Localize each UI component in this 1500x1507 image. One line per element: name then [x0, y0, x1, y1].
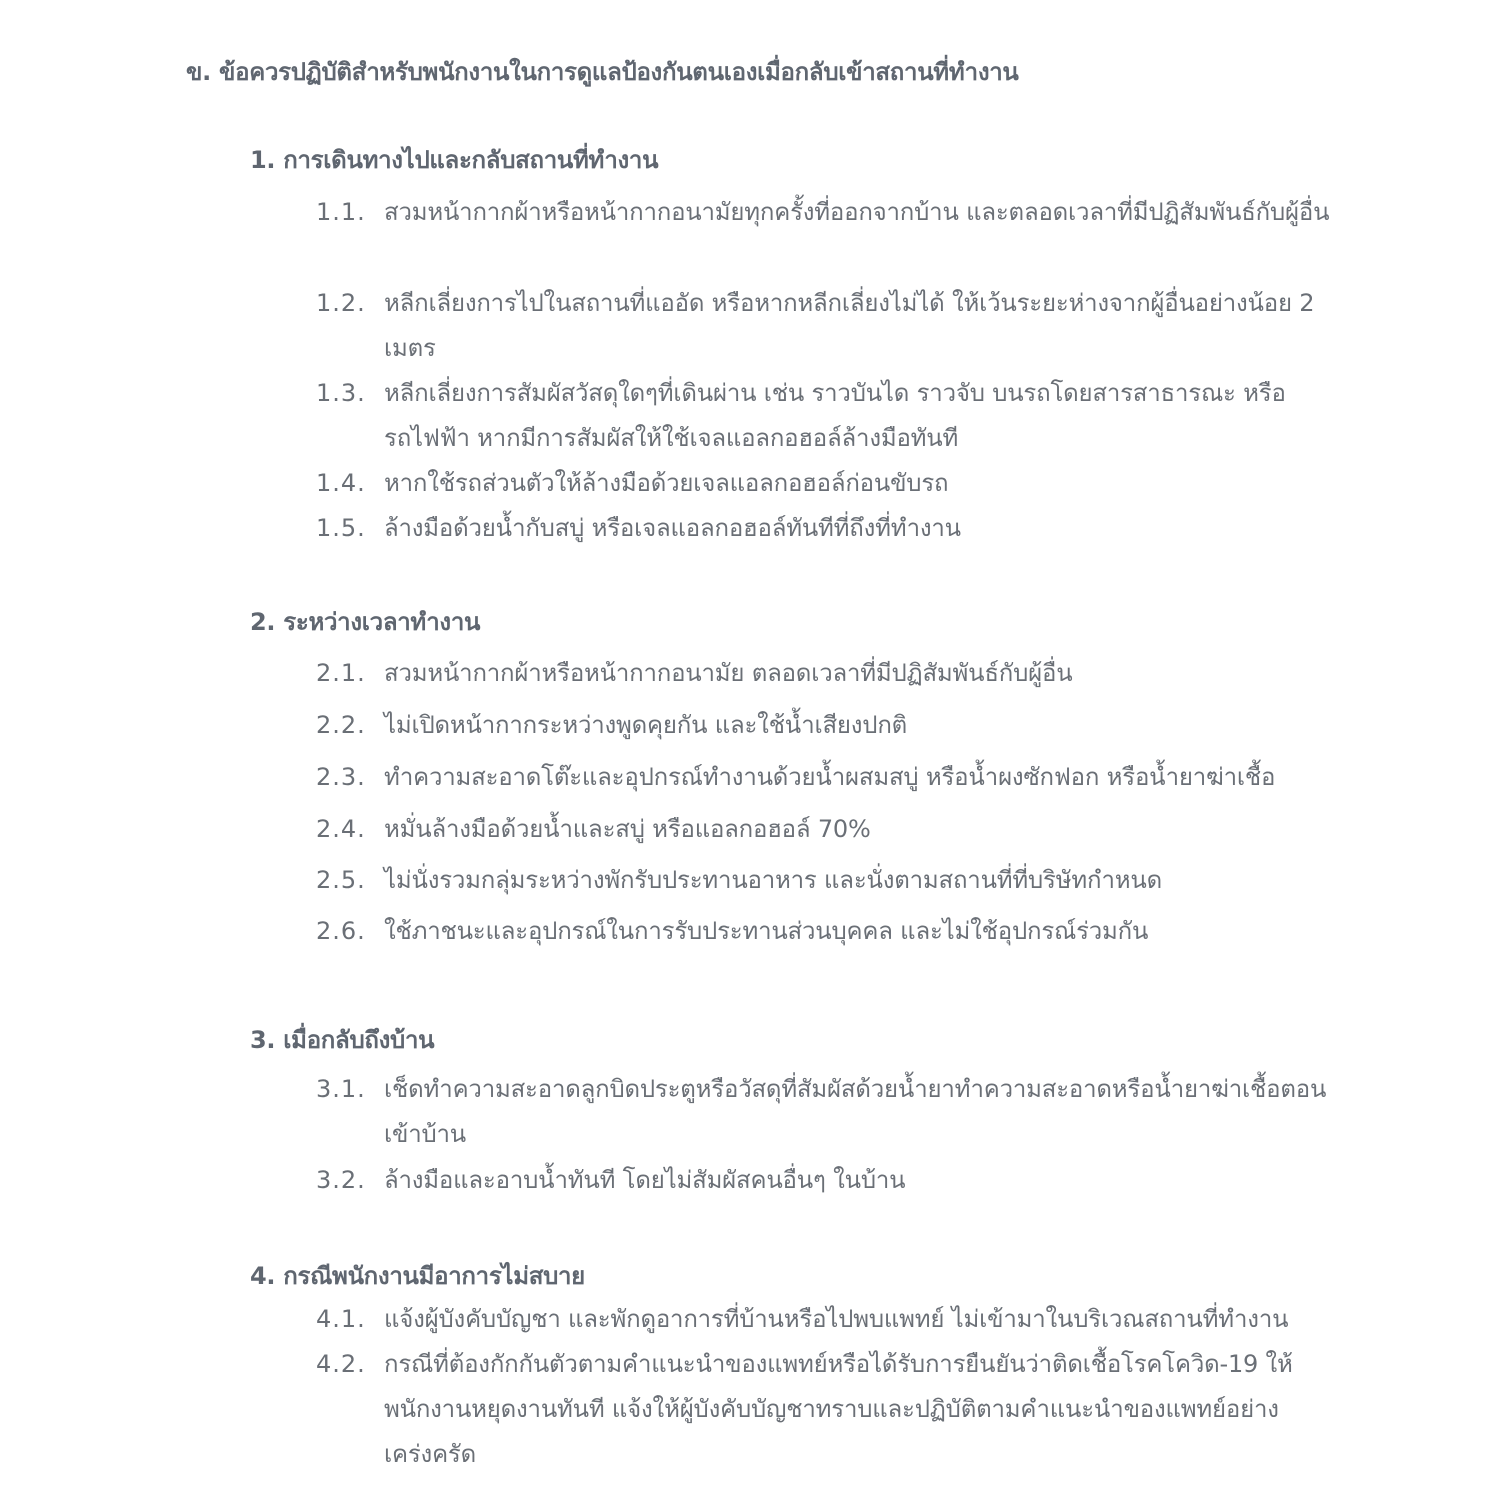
section-heading-returning-home: 3. เมื่อกลับถึงบ้าน: [250, 1026, 435, 1054]
item-number: 2.5.: [316, 866, 366, 894]
item-text: ไม่เปิดหน้ากากระหว่างพูดคุยกัน และใช้น้ำเสียงปกติ: [384, 711, 908, 739]
list-item: [316, 858, 1346, 903]
item-number: 1.2.: [316, 289, 366, 317]
list-item: [316, 755, 1346, 800]
item-text: เช็ดทำความสะอาดลูกบิดประตูหรือวัสดุที่สัมผัสด้วยน้ำยาทำความสะอาดหรือน้ำยาฆ่าเชื้อตอนเข้าบ้าน: [384, 1075, 1327, 1148]
list-item: [316, 371, 1346, 461]
list-item: [316, 506, 1346, 551]
item-number: 2.4.: [316, 815, 366, 843]
item-text: ใช้ภาชนะและอุปกรณ์ในการรับประทานส่วนบุคคล และไม่ใช้อุปกรณ์ร่วมกัน: [384, 917, 1149, 945]
item-number: 2.1.: [316, 659, 366, 687]
item-text: หมั่นล้างมือด้วยน้ำและสบู่ หรือแอลกอฮอล์ 70%: [384, 815, 871, 843]
item-number: 4.2.: [316, 1350, 366, 1378]
item-text: ล้างมือด้วยน้ำกับสบู่ หรือเจลแอลกอฮอล์ทันทีที่ถึงที่ทำงาน: [384, 514, 961, 542]
section-heading-working-hours: 2. ระหว่างเวลาทำงาน: [250, 608, 481, 636]
item-number: 1.5.: [316, 514, 366, 542]
list-item: [316, 1297, 1346, 1342]
item-number: 1.4.: [316, 469, 366, 497]
item-number: 2.3.: [316, 763, 366, 791]
item-text: สวมหน้ากากผ้าหรือหน้ากากอนามัย ตลอดเวลาที่มีปฏิสัมพันธ์กับผู้อื่น: [384, 659, 1073, 687]
item-text: กรณีที่ต้องกักกันตัวตามคำแนะนำของแพทย์หรือได้รับการยืนยันว่าติดเชื้อโรคโควิด-19 ให้พนักงานหยุดงานทันที แจ้งให้ผู้บังคับบัญชาทราบและปฏิบัติตามคำแนะนำของแพทย์อย่างเคร่งครัด: [384, 1350, 1293, 1468]
section-heading-unwell: 4. กรณีพนักงานมีอาการไม่สบาย: [250, 1262, 585, 1290]
item-number: 1.3.: [316, 379, 366, 407]
item-text: ล้างมือและอาบน้ำทันที โดยไม่สัมผัสคนอื่นๆ ในบ้าน: [384, 1166, 906, 1194]
page-title: ข. ข้อควรปฏิบัติสำหรับพนักงานในการดูแลป้องกันตนเองเมื่อกลับเข้าสถานที่ทำงาน: [186, 58, 1019, 86]
item-text: ทำความสะอาดโต๊ะและอุปกรณ์ทำงานด้วยน้ำผสมสบู่ หรือน้ำผงซักฟอก หรือน้ำยาฆ่าเชื้อ: [384, 763, 1276, 791]
list-item: [316, 281, 1346, 371]
section-heading-travel: 1. การเดินทางไปและกลับสถานที่ทำงาน: [250, 146, 659, 174]
list-item: [316, 461, 1346, 506]
list-item: [316, 1158, 1346, 1203]
list-item: [316, 703, 1346, 748]
item-text: หลีกเลี่ยงการสัมผัสวัสดุใดๆที่เดินผ่าน เช่น ราวบันได ราวจับ บนรถโดยสารสาธารณะ หรือรถไฟฟ้า หากมีการสัมผัสให้ใช้เจลแอลกอฮอล์ล้างมือทันที: [384, 379, 1286, 452]
list-item: [316, 1342, 1346, 1477]
list-item: [316, 190, 1346, 235]
item-number: 4.1.: [316, 1305, 366, 1333]
list-item: [316, 651, 1346, 696]
item-number: 3.2.: [316, 1166, 366, 1194]
list-item: [316, 1067, 1346, 1157]
list-item: [316, 807, 1346, 852]
item-number: 3.1.: [316, 1075, 366, 1103]
item-number: 2.6.: [316, 917, 366, 945]
item-number: 2.2.: [316, 711, 366, 739]
item-text: แจ้งผู้บังคับบัญชา และพักดูอาการที่บ้านหรือไปพบแพทย์ ไม่เข้ามาในบริเวณสถานที่ทำงาน: [384, 1305, 1289, 1333]
list-item: [316, 909, 1346, 954]
item-text: หลีกเลี่ยงการไปในสถานที่แออัด หรือหากหลีกเลี่ยงไม่ได้ ให้เว้นระยะห่างจากผู้อื่นอย่างน้อย 2 เมตร: [384, 289, 1315, 362]
item-text: ไม่นั่งรวมกลุ่มระหว่างพักรับประทานอาหาร และนั่งตามสถานที่ที่บริษัทกำหนด: [384, 866, 1163, 894]
item-text: สวมหน้ากากผ้าหรือหน้ากากอนามัยทุกครั้งที่ออกจากบ้าน และตลอดเวลาที่มีปฏิสัมพันธ์กับผู้อื่น: [384, 198, 1330, 226]
item-number: 1.1.: [316, 198, 366, 226]
item-text: หากใช้รถส่วนตัวให้ล้างมือด้วยเจลแอลกอฮอล์ก่อนขับรถ: [384, 469, 949, 497]
